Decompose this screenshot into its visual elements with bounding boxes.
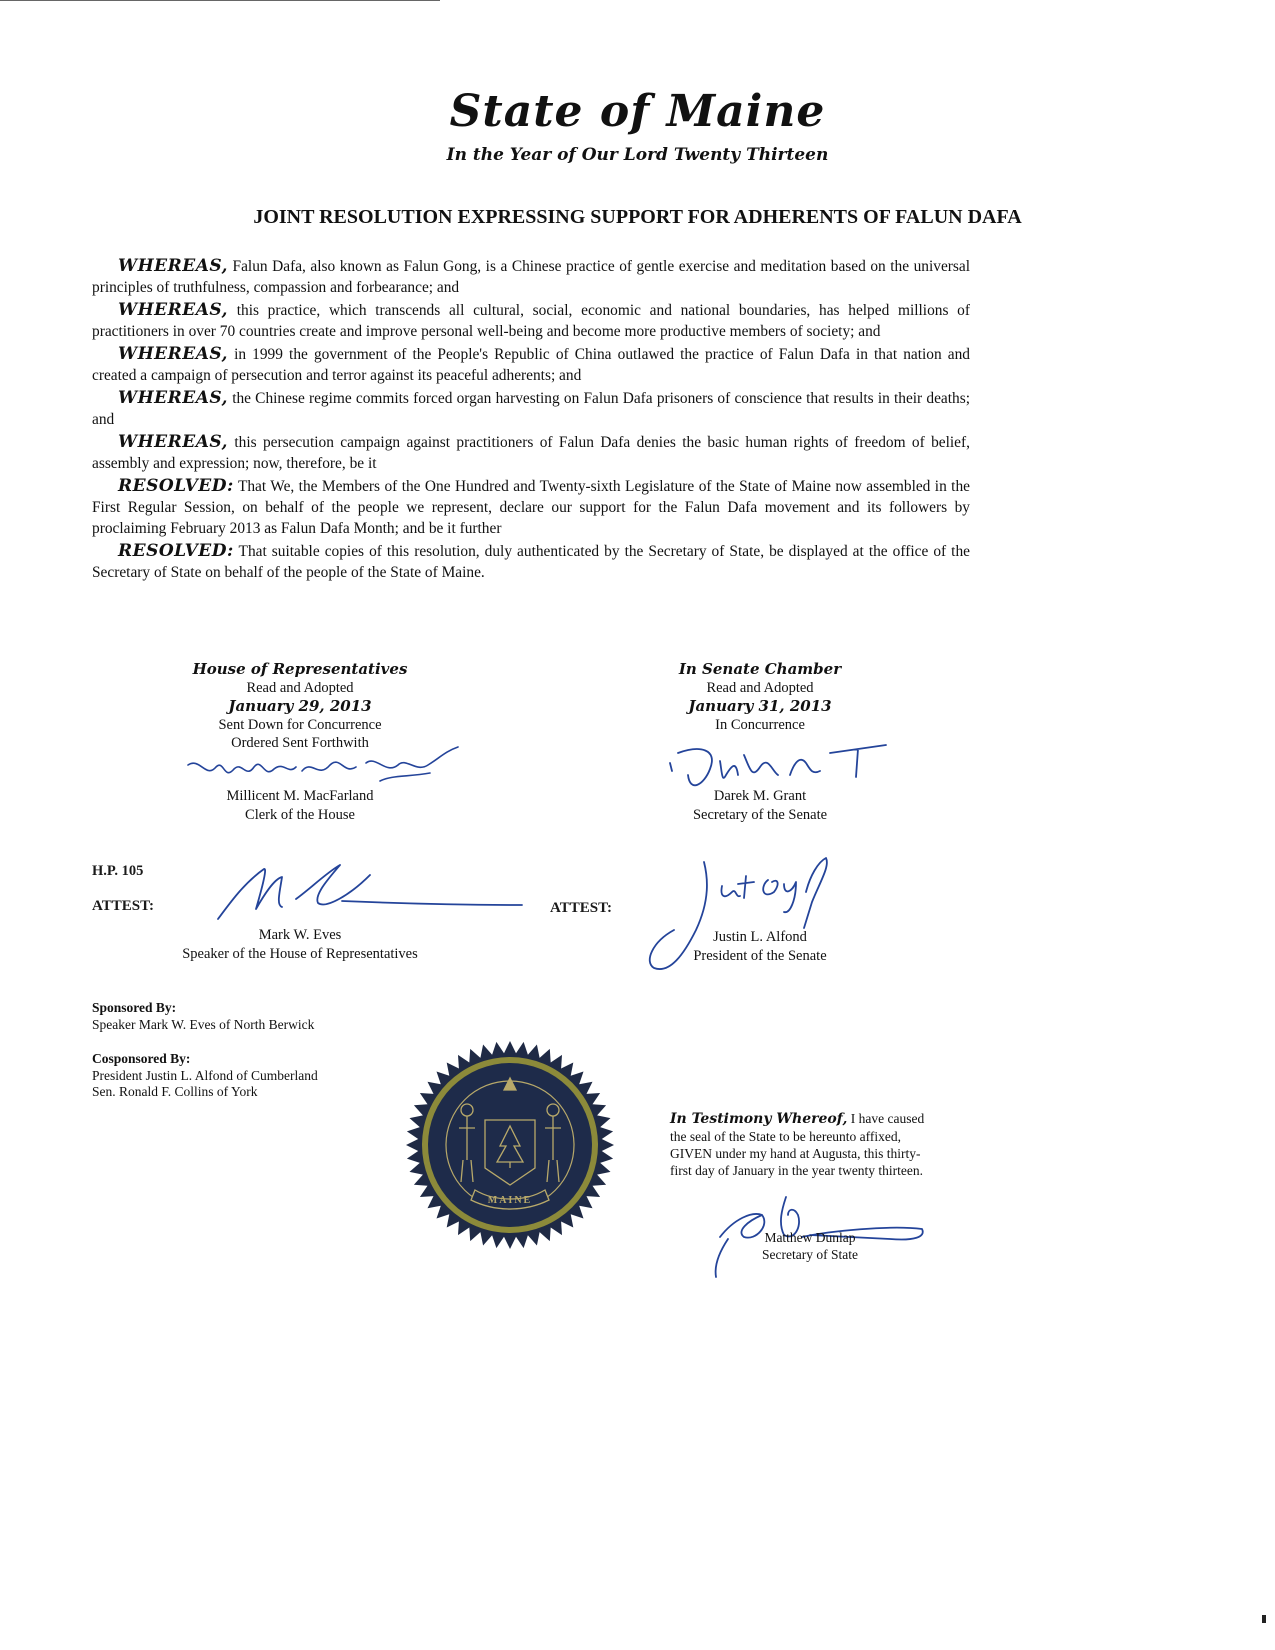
sponsors-block <box>92 1000 412 1033</box>
document-subtitle: In the Year of Our Lord Twenty Thirteen <box>446 145 829 165</box>
whereas-paragraph <box>92 432 970 474</box>
paragraph-keyword: WHEREAS, <box>118 344 228 364</box>
senate-adoption-block <box>640 660 880 734</box>
senate-secretary-name: Darek M. Grant <box>713 788 807 804</box>
paragraph-keyword: WHEREAS, <box>118 432 228 452</box>
house-line: Ordered Sent Forthwith <box>231 735 369 751</box>
paragraph-text: Falun Dafa, also known as Falun Gong, is a Chinese practice of gentle exercise and meditation based on the universal principles of truthfulness, compassion and forbearance; and <box>92 258 970 296</box>
whereas-paragraph <box>92 388 970 430</box>
speaker-signature <box>210 855 530 935</box>
clerk-name: Millicent M. MacFarland <box>226 788 374 804</box>
attest-label-left: ATTEST: <box>92 898 154 914</box>
paragraph-text: That suitable copies of this resolution, duly authenticated by the Secretary of State, be displayed at the office of the Secretary of State on behalf of the people of the State of Maine. <box>92 543 970 581</box>
paragraph-text: the Chinese regime commits forced organ harvesting on Falun Dafa prisoners of conscience that results in their deaths; and <box>92 390 970 428</box>
speaker-name-block <box>150 926 450 963</box>
paragraph-text: this practice, which transcends all cultural, social, economic and national boundaries, has helped millions of practitioners in over 70 countries create and improve personal well-being and become more productive members of society; and <box>92 302 970 340</box>
clerk-title: Clerk of the House <box>245 806 355 823</box>
paragraph-text: this persecution campaign against practitioners of Falun Dafa denies the basic human rights of freedom of belief, assembly and expression; now, therefore, be it <box>92 434 970 472</box>
resolved-paragraph <box>92 541 970 583</box>
house-line: Sent Down for Concurrence <box>218 716 382 733</box>
cosponsor-name: President Justin L. Alfond of Cumberland <box>92 1067 318 1083</box>
resolved-paragraph <box>92 476 970 539</box>
seal-banner: MAINE <box>487 1195 533 1206</box>
paragraph-keyword: WHEREAS, <box>118 388 228 408</box>
paragraph-keyword: WHEREAS, <box>118 256 228 276</box>
speaker-title: Speaker of the House of Representatives <box>182 945 418 962</box>
senate-president-name: Justin L. Alfond <box>713 929 807 945</box>
cosponsors-block <box>92 1051 412 1101</box>
senate-line: In Concurrence <box>715 716 805 733</box>
cosponsor-name: Sen. Ronald F. Collins of York <box>92 1084 258 1099</box>
state-seal <box>405 1040 615 1250</box>
senate-line: Read and Adopted <box>706 679 814 696</box>
secretary-of-state-name-block <box>740 1229 880 1263</box>
scan-mark <box>1262 1615 1266 1623</box>
bill-number: H.P. 105 <box>92 863 144 879</box>
house-line: Read and Adopted <box>246 679 354 696</box>
paragraph-text: That We, the Members of the One Hundred and Twenty-sixth Legislature of the State of Maine now assembled in the First Regular Session, on behalf of the people we represent, declare our support for the Falun Dafa movement and its followers by proclaiming February 2013 as Falun Dafa Month; and be it further <box>92 478 970 537</box>
senate-president-name-block <box>640 928 880 965</box>
senate-title: In Senate Chamber <box>678 660 842 678</box>
clerk-name-block <box>180 787 420 824</box>
paragraph-keyword: RESOLVED: <box>118 541 234 561</box>
sponsored-label: Sponsored By: <box>92 1000 177 1015</box>
testimony-block <box>670 1110 935 1179</box>
cosponsored-label: Cosponsored By: <box>92 1051 191 1066</box>
whereas-paragraph <box>92 300 970 342</box>
senate-secretary-name-block <box>640 787 880 824</box>
house-title: House of Representatives <box>192 660 408 678</box>
whereas-paragraph <box>92 256 970 298</box>
senate-secretary-title: Secretary of the Senate <box>692 806 828 823</box>
sponsor-name: Speaker Mark W. Eves of North Berwick <box>92 1016 315 1032</box>
senate-date: January 31, 2013 <box>688 697 832 715</box>
speaker-name: Mark W. Eves <box>258 927 342 943</box>
document-title: State of Maine <box>449 86 826 137</box>
senate-president-title: President of the Senate <box>693 947 827 964</box>
paragraph-text: in 1999 the government of the People's Republic of China outlawed the practice of Falun Dafa in that nation and created a campaign of persecution and terror against its peaceful adherents; and <box>92 346 970 384</box>
attest-label-right: ATTEST: <box>550 900 612 916</box>
house-adoption-block <box>180 660 420 753</box>
house-date: January 29, 2013 <box>228 697 372 715</box>
top-scan-rule <box>0 0 440 1</box>
paragraph-keyword: RESOLVED: <box>118 476 234 496</box>
whereas-paragraph <box>92 344 970 386</box>
testimony-lead: In Testimony Whereof, <box>670 1111 848 1127</box>
secretary-of-state-name: Matthew Dunlap <box>764 1230 856 1245</box>
paragraph-keyword: WHEREAS, <box>118 300 228 320</box>
resolution-body <box>92 256 970 585</box>
resolution-heading: JOINT RESOLUTION EXPRESSING SUPPORT FOR ADHERENTS OF FALUN DAFA <box>253 206 1022 228</box>
secretary-of-state-title: Secretary of State <box>762 1247 858 1262</box>
testimony-text: I have caused the seal of the State to be hereunto affixed, GIVEN under my hand at Augusta, this thirty-first day of January in the year twenty thirteen. <box>670 1111 925 1178</box>
